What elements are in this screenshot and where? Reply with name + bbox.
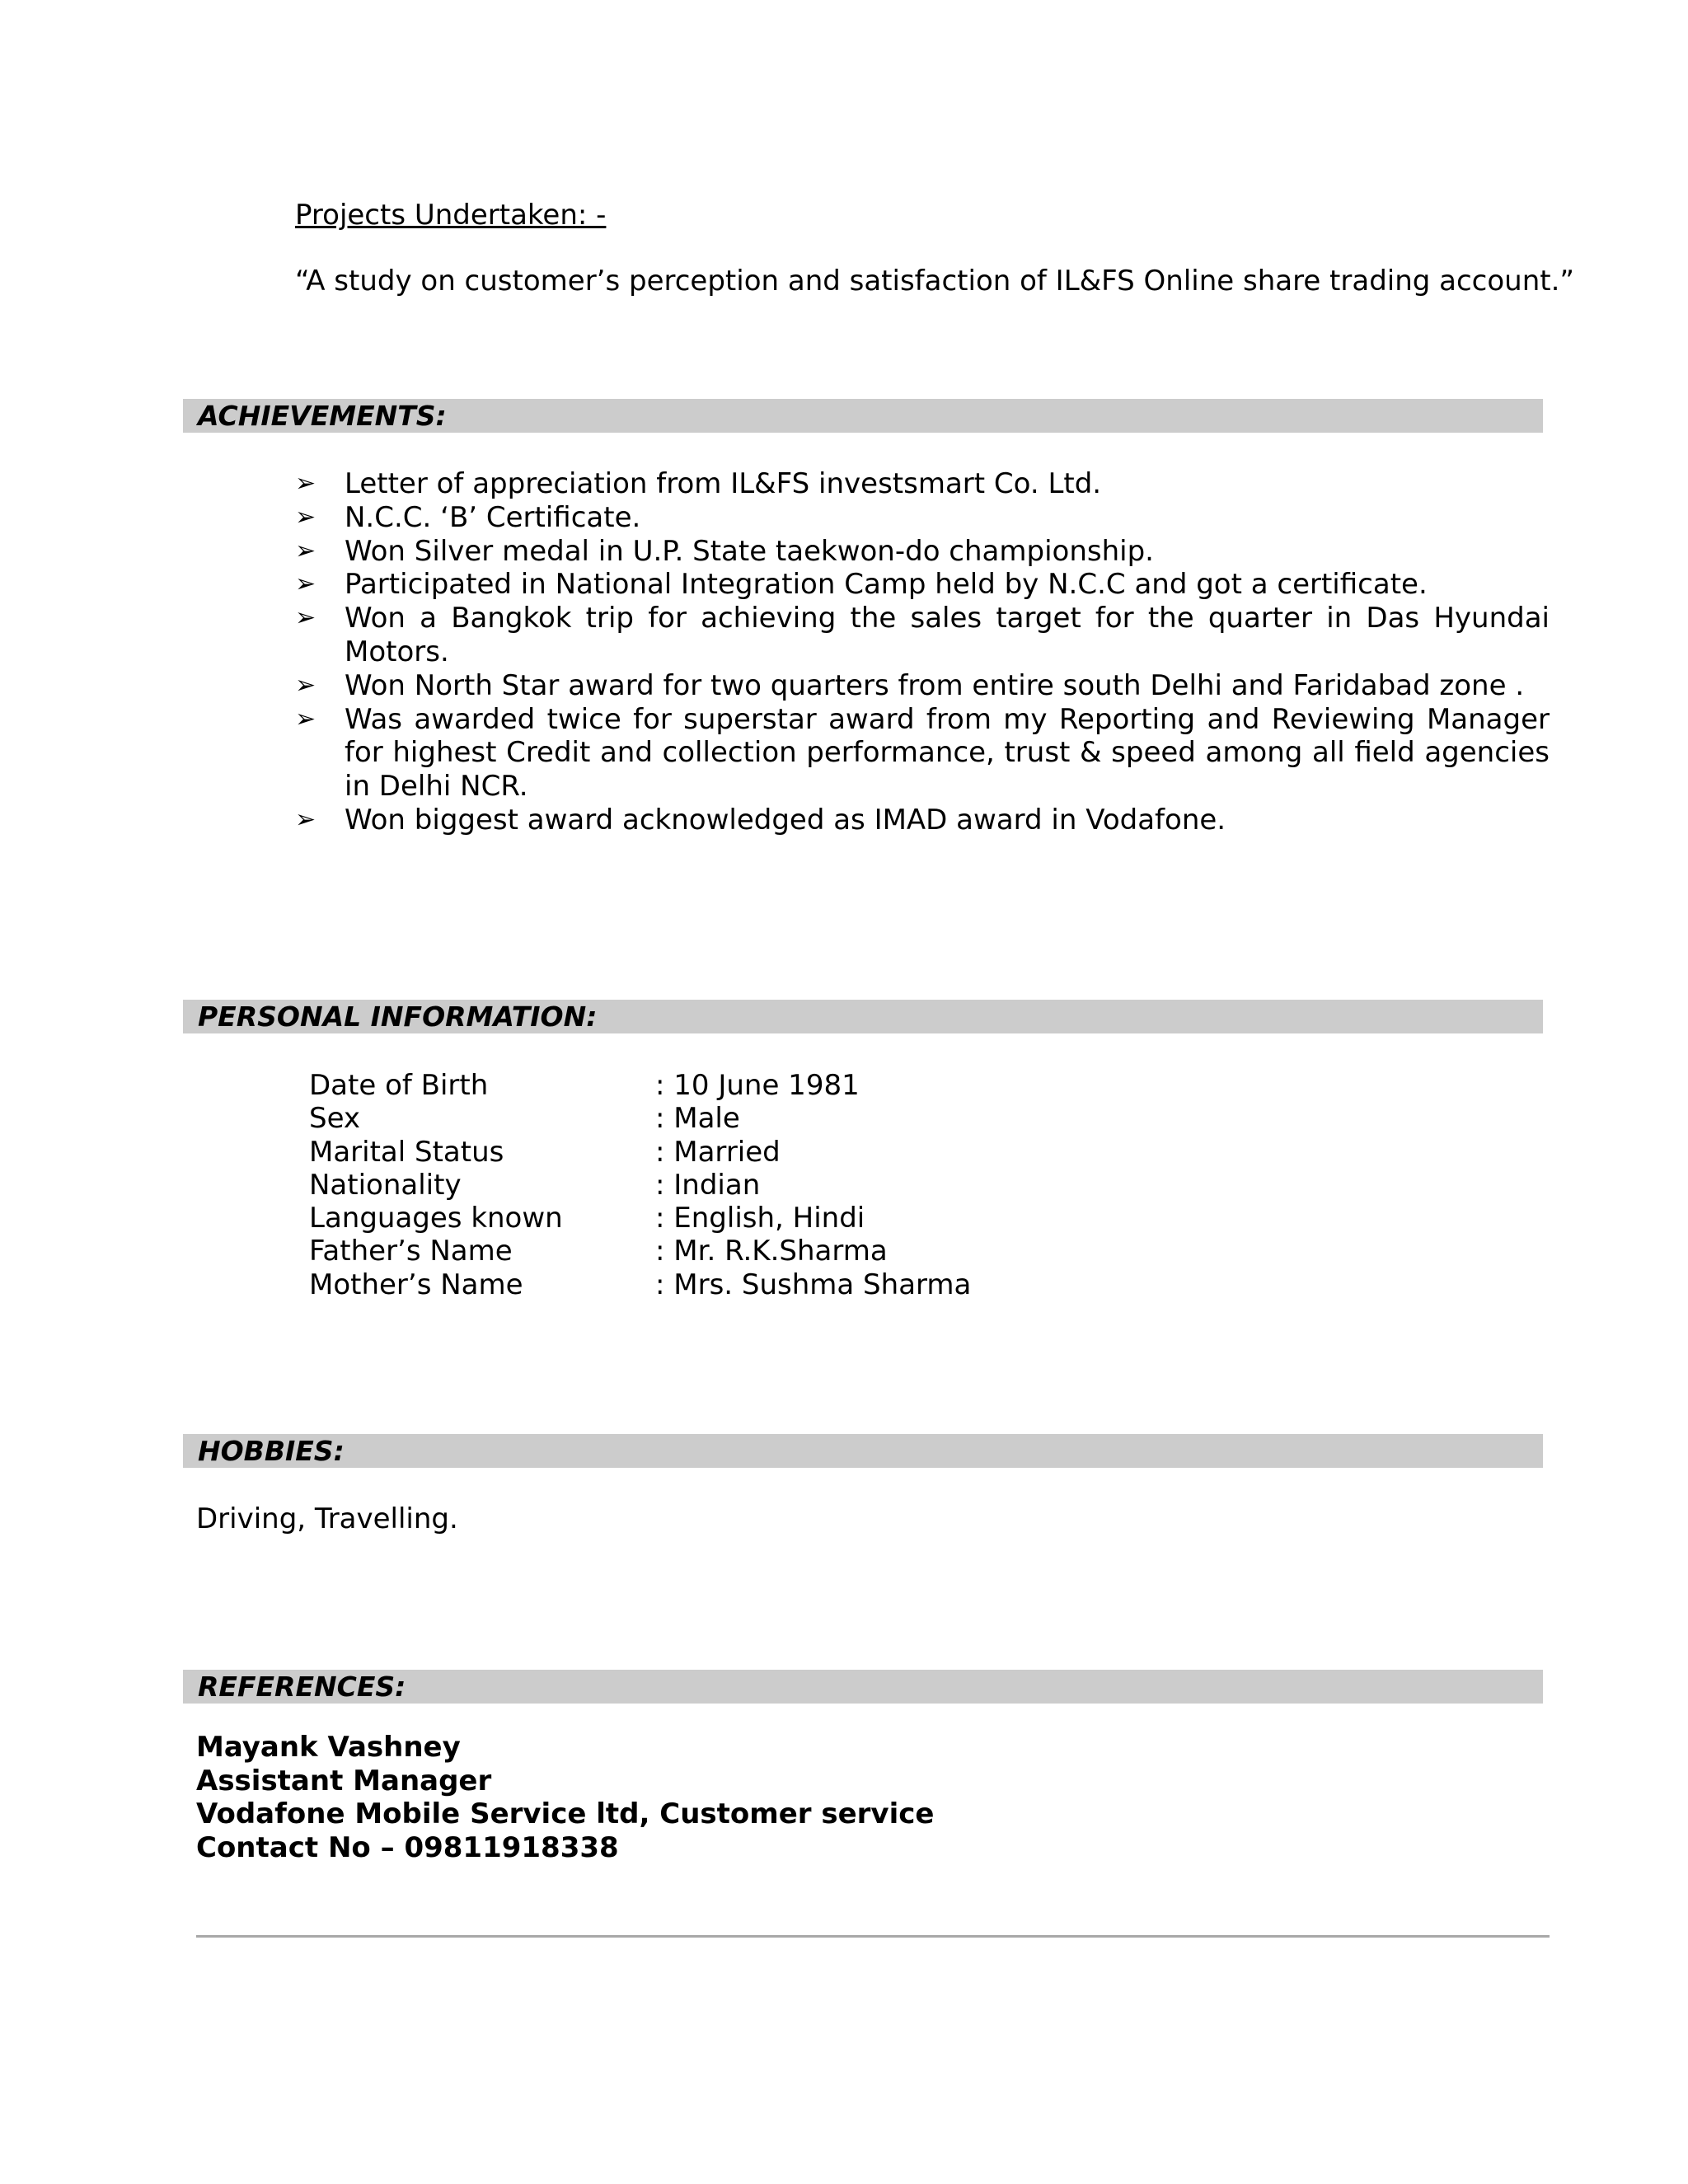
personal-info-section-bar (183, 1000, 1543, 1033)
table-row (309, 1268, 971, 1301)
achievement-text: Letter of appreciation from IL&FS investsmart Co. Ltd. (345, 467, 1102, 500)
reference-company: Vodafone Mobile Service ltd, Customer service (196, 1797, 935, 1830)
list-item (295, 804, 1550, 837)
achievements-list (295, 467, 1550, 837)
hobbies-text: Driving, Travelling. (196, 1502, 458, 1535)
arrowhead-bullet-icon: ➢ (295, 603, 316, 633)
info-value: : Mr. R.K.Sharma (655, 1235, 888, 1268)
reference-designation: Assistant Manager (196, 1764, 492, 1797)
info-value: : Indian (655, 1168, 761, 1202)
list-item (295, 535, 1550, 569)
arrowhead-bullet-icon: ➢ (295, 569, 316, 599)
references-section-bar (183, 1670, 1543, 1704)
info-value: : 10 June 1981 (655, 1069, 860, 1102)
table-row (309, 1069, 971, 1102)
references-block (196, 1731, 934, 1864)
info-value: : Male (655, 1102, 740, 1136)
arrowhead-bullet-icon: ➢ (295, 804, 316, 834)
achievement-text: Won biggest award acknowledged as IMAD award in Vodafone. (345, 803, 1226, 837)
project-description: “A study on customer’s perception and satisfaction of IL&FS Online share trading account.” (295, 265, 1575, 298)
arrowhead-bullet-icon: ➢ (295, 670, 316, 700)
info-label: Nationality (309, 1168, 462, 1202)
achievement-text: N.C.C. ‘B’ Certificate. (345, 500, 641, 534)
reference-name: Mayank Vashney (196, 1731, 461, 1764)
arrowhead-bullet-icon: ➢ (295, 502, 316, 532)
achievements-section-bar (183, 399, 1543, 433)
table-row (309, 1102, 971, 1135)
list-item (295, 568, 1550, 602)
info-label: Father’s Name (309, 1235, 513, 1268)
personal-info-table (309, 1069, 971, 1301)
achievement-text: Won a Bangkok trip for achieving the sales target for the quarter in Das Hyundai Motors. (345, 602, 1550, 668)
achievement-text: Won Silver medal in U.P. State taekwon-do championship. (345, 534, 1154, 568)
list-item (295, 703, 1550, 804)
hobbies-title: HOBBIES: (198, 1435, 345, 1467)
info-label: Date of Birth (309, 1069, 489, 1102)
arrowhead-bullet-icon: ➢ (295, 704, 316, 733)
reference-contact: Contact No – 09811918338 (196, 1830, 619, 1864)
horizontal-rule (196, 1935, 1550, 1938)
table-row (309, 1136, 971, 1169)
achievements-title: ACHIEVEMENTS: (198, 400, 447, 432)
arrowhead-bullet-icon: ➢ (295, 536, 316, 565)
list-item (295, 467, 1550, 501)
info-value: : English, Hindi (655, 1202, 865, 1235)
hobbies-section-bar (183, 1434, 1543, 1468)
references-title: REFERENCES: (198, 1671, 406, 1703)
table-row (309, 1202, 971, 1235)
achievement-text: Won North Star award for two quarters from entire south Delhi and Faridabad zone . (345, 668, 1525, 702)
table-row (309, 1169, 971, 1202)
info-label: Marital Status (309, 1135, 504, 1169)
info-value: : Mrs. Sushma Sharma (655, 1268, 972, 1301)
table-row (309, 1235, 971, 1268)
info-label: Mother’s Name (309, 1268, 523, 1301)
info-label: Sex (309, 1102, 361, 1136)
list-item (295, 602, 1550, 669)
info-value: : Married (655, 1135, 781, 1169)
info-label: Languages known (309, 1202, 563, 1235)
achievement-text: Was awarded twice for superstar award from my Reporting and Reviewing Manager for highest Credit and collection performance, trust & speed among all field agencies in Delhi NCR. (345, 702, 1550, 804)
personal-info-title: PERSONAL INFORMATION: (198, 1001, 598, 1033)
projects-heading: Projects Undertaken: - (295, 199, 607, 232)
arrowhead-bullet-icon: ➢ (295, 469, 316, 498)
list-item (295, 501, 1550, 535)
achievement-text: Participated in National Integration Camp held by N.C.C and got a certificate. (345, 568, 1428, 602)
list-item (295, 669, 1550, 703)
